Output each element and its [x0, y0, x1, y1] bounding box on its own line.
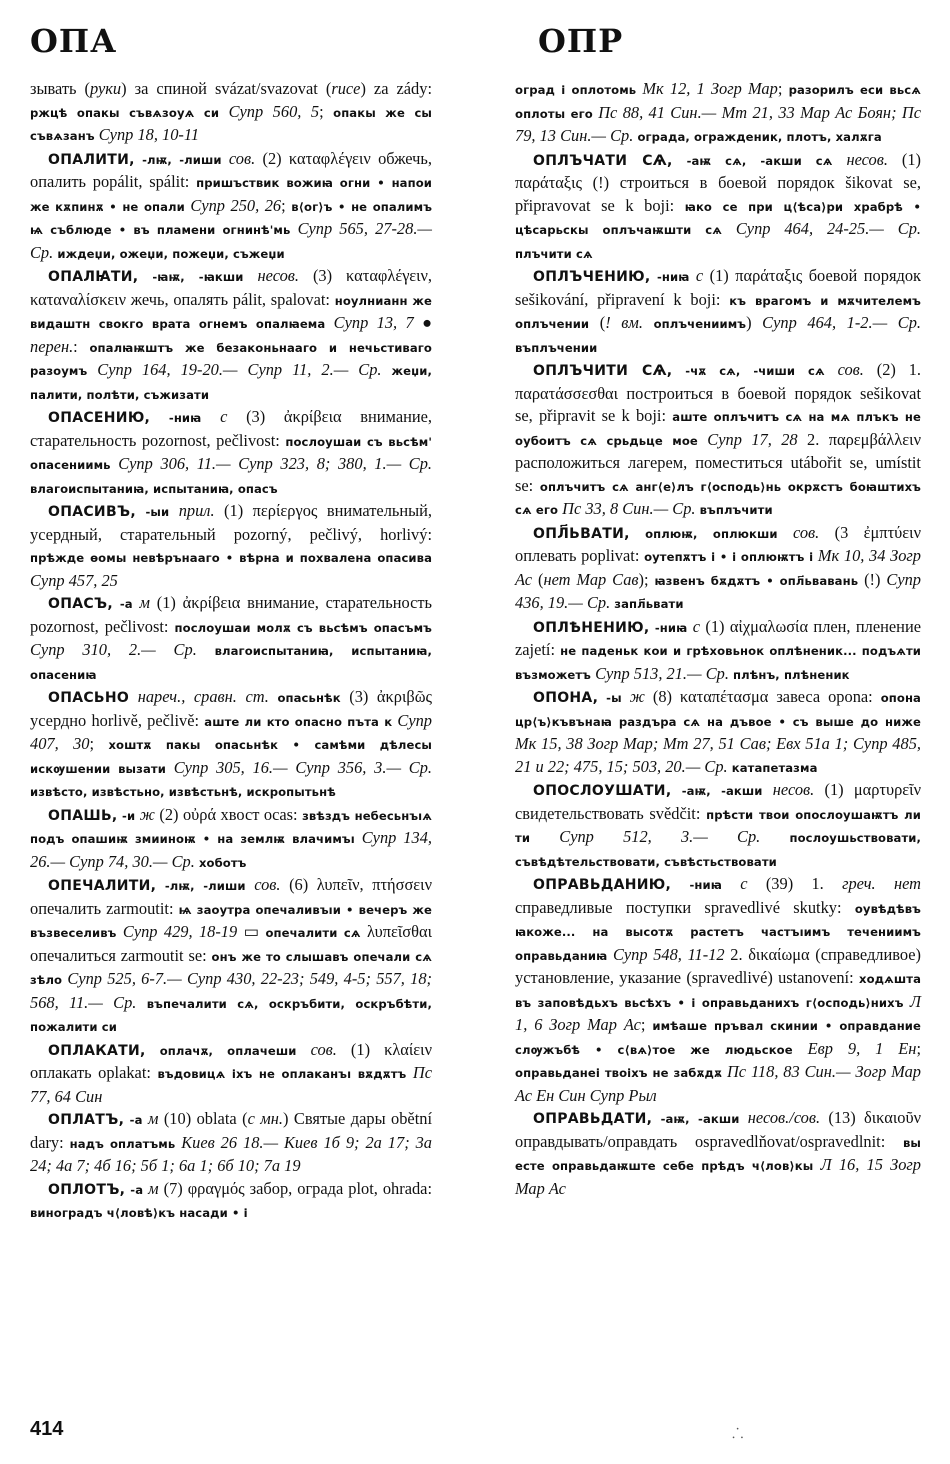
- entry-text: (1) παράταξις боевой порядок sešikování, připravení k boji:: [515, 266, 921, 309]
- italic-reference: несов.: [762, 780, 815, 799]
- entry-text: [643, 313, 654, 332]
- entry-text: (2) οὐρά хвост ocas:: [154, 804, 303, 824]
- italic-reference: Пс 88, 41 Син.— Мт 21, 33 Мар Ас Боян; Пс 79, 13 Син.— Ср.: [515, 102, 922, 145]
- footer-mark: ⸫: [732, 1427, 744, 1442]
- italic-reference: Супр 464, 1-2.— Ср.: [751, 313, 921, 332]
- dictionary-entry: [30, 804, 432, 875]
- italic-reference: Пс 118, 83 Син.— Зогр Мар Ас Ен Син Супр Рыл: [515, 1062, 921, 1105]
- church-slavonic-text: оград і оплотомь: [515, 83, 637, 97]
- entry-text: ) za zády:: [360, 79, 432, 98]
- entry-headword: ОПЛЪЧАТИ СѦ,: [533, 152, 673, 169]
- entry-text: (1) ἀκρίβεια внимание, старательность pozornost, pečlivost:: [30, 593, 433, 636]
- church-slavonic-text: -ꙗѭ, -ꙗкши: [152, 270, 244, 284]
- entry-text: 2. παρεμβάλλειν расположиться лагерем, поместиться utábořit se, umístit se:: [515, 429, 921, 495]
- entry-headword: ОПЛ҃ЬВАТИ,: [533, 525, 630, 542]
- entry-text: ) Святые дары obětní dary:: [30, 1109, 433, 1152]
- church-slavonic-text: опечалити сѧ: [265, 926, 361, 940]
- italic-reference: сов.: [221, 148, 256, 168]
- entry-text: [146, 1040, 160, 1059]
- entry-text: :: [73, 336, 90, 356]
- church-slavonic-text: плъчити сѧ: [515, 246, 593, 261]
- entry-text: ▭: [237, 922, 266, 941]
- entry-text: (8) καταπέτασμα завеса opona:: [644, 687, 881, 706]
- church-slavonic-text: надъ оплатъмь: [69, 1136, 176, 1151]
- entry-text: [382, 360, 392, 379]
- church-slavonic-text: ходѧшта въ заповѣдьхъ вьсѣхъ • і оправьданихъ г⟨осподь⟩нихъ: [515, 972, 921, 1010]
- church-slavonic-text: -лѭ, -лиши: [164, 879, 246, 893]
- church-slavonic-text: оплъчитъ сѧ анг⟨е⟩лъ г⟨осподь⟩нь окрѫстъ боꙗштихъ сѧ его: [515, 479, 921, 517]
- italic-reference: Киев 26 18.— Киев 1б 9; 2а 17; 3а 24; 4а 7; 4б 16; 5б 1; 6а 1; 6б 10; 7а 19: [30, 1132, 432, 1175]
- entry-text: [129, 687, 138, 706]
- church-slavonic-text: оутепѫтъ і • і оплюѭтъ і: [644, 550, 814, 564]
- entry-text: [630, 523, 645, 542]
- italic-reference: Мк 10, 34 Зогр Ас: [515, 546, 922, 589]
- church-slavonic-text: оправьданеі твоіхъ не забѫдѫ: [515, 1066, 723, 1080]
- italic-reference: Супр 513, 21.— Ср.: [590, 663, 729, 683]
- church-slavonic-text: послоушьствовати, съвѣдѣтельствовати, съвѣстьствовати: [515, 831, 921, 869]
- page-number: 414: [30, 1418, 64, 1440]
- church-slavonic-text: онъ же то слышавъ опечали сѧ зѣло: [30, 949, 432, 987]
- entry-headword: ОПЛѢНЕНИЮ,: [533, 619, 650, 636]
- italic-reference: Супр 436, 19.— Ср.: [515, 569, 921, 612]
- entry-text: зывать (: [30, 79, 90, 98]
- church-slavonic-text: запл҃ьвати: [614, 597, 684, 611]
- entry-text: [598, 687, 606, 706]
- entry-text: ;: [916, 1038, 921, 1058]
- entry-text: 2. δικαίωμα (справедливое) установление, указание (spravedlivé) ustanovení:: [515, 944, 921, 987]
- italic-reference: руки: [90, 79, 122, 98]
- entry-headword: ОПЕЧАЛИТИ,: [48, 878, 157, 894]
- church-slavonic-text: въдовицѧ іхъ не оплаканъı вѫдѫтъ: [157, 1067, 407, 1081]
- church-slavonic-text: опасьнѣк: [277, 691, 341, 705]
- entry-text: λυπεῖσθαι опечалиться zarmoutit se:: [30, 922, 432, 965]
- church-slavonic-text: иждеџи, ожеџи, пожеџи, съжеџи: [57, 246, 285, 261]
- church-slavonic-text: аште оплъчитъ сѧ на мѧ плъкъ не оубоитъ сѧ срьдьце мое: [515, 410, 921, 448]
- italic-reference: нет Мар Сав: [543, 569, 639, 589]
- italic-reference: Супр 457, 25: [30, 570, 118, 590]
- church-slavonic-text: ноулнианн же видаштн свокго врата огнемъ опалꙗема: [30, 293, 432, 331]
- italic-reference: Супр 310, 2.— Ср.: [30, 640, 197, 659]
- italic-reference: ! вм.: [605, 313, 643, 332]
- entry-text: (13) δικαιοῦν оправдывать/оправдать ospravedlňovat/ospravedlnit:: [515, 1108, 921, 1151]
- italic-reference: Супр 18, 10-11: [94, 125, 200, 144]
- entry-text: (1) παράταξις (!) строиться в боевой порядок šikovat se, připravovat se k boji:: [515, 149, 922, 215]
- guide-word-right: ОПР: [538, 22, 624, 60]
- church-slavonic-text: -ниꙗ: [656, 270, 690, 284]
- entry-text: [760, 827, 789, 846]
- entry-text: (1) περίεργος внимательный, усердный, старательный pozorný, pečlivý, horlivý:: [30, 501, 433, 544]
- church-slavonic-text: опона цр⟨ъ⟩къвънаꙗ раздъра сѧ на дъвое • съ выше до ниже: [515, 691, 921, 729]
- church-slavonic-text: -и: [122, 808, 136, 823]
- italic-reference: сов.: [824, 360, 864, 379]
- church-slavonic-text: извѣсто, извѣстьно, извѣстьнѣ, искропытьнѣ: [30, 785, 336, 799]
- church-slavonic-text: жеџи, палити, полѣти, съжизати: [30, 364, 432, 402]
- italic-reference: с мн.: [247, 1109, 283, 1128]
- church-slavonic-text: ꙗзвенъ бѫдѫтъ • опл҃ьвавань: [654, 573, 859, 588]
- church-slavonic-text: ѩ заоутра опечаливъıи • вечеръ же възвеселивъ: [30, 902, 432, 940]
- italic-reference: ruce: [331, 79, 361, 98]
- entry-text: ●: [413, 313, 433, 332]
- entry-headword: ОПАСЕНИЮ,: [48, 410, 151, 426]
- dictionary-entry: [515, 78, 921, 149]
- church-slavonic-text: ржцѣ опакы съвѧзоуѧ си: [30, 105, 220, 120]
- entry-text: (: [589, 313, 606, 332]
- church-slavonic-text: плѣнъ, плѣненик: [733, 667, 850, 682]
- italic-reference: Супр 429, 18-19: [116, 922, 238, 941]
- italic-reference: перен.: [30, 336, 74, 356]
- dictionary-entry: [30, 592, 432, 686]
- italic-reference: Л 16, 15 Зогр Мар Ас: [515, 1155, 921, 1198]
- entry-text: (1) κλαίειν оплакать oplakat:: [30, 1039, 433, 1082]
- italic-reference: Пс 33, 8 Син.— Ср.: [558, 499, 696, 518]
- italic-reference: Супр 512, 3.— Ср.: [530, 827, 761, 846]
- church-slavonic-text: послоушаи съ вьсѣм' опасениимь: [30, 434, 432, 472]
- entry-text: [150, 407, 169, 426]
- church-slavonic-text: оувѣдѣвъ ꙗкоже... на высотѫ растетъ частъıимъ течениимъ оправьданиꙗ: [515, 901, 921, 963]
- italic-reference: Супр 525, 6-7.— Супр 430, 22-23; 549, 4-5; 557, 18; 568, 11.— Ср.: [30, 969, 432, 1012]
- dictionary-entry: [515, 616, 921, 687]
- entry-headword: ОПАЛИТИ,: [48, 151, 135, 168]
- church-slavonic-text: ꙗко се при ц⟨ѣса⟩ри храбрѣ • цѣсарьскы оплъчаѭшти сѧ: [515, 199, 922, 237]
- italic-reference: Пс 77, 64 Син: [30, 1063, 432, 1106]
- italic-reference: Супр 407, 30: [30, 710, 432, 753]
- italic-reference: м: [143, 1178, 159, 1198]
- church-slavonic-text: опалꙗѭштъ же безаконьнааго и нечьстиваго разоумъ: [30, 340, 433, 378]
- church-slavonic-text: прѣжде ѳомы невѣрънааго • вѣрна и похвалена опасива: [30, 551, 432, 565]
- church-slavonic-text: влагоиспытаниꙗ, испытаниꙗ, опасениꙗ: [30, 644, 432, 682]
- church-slavonic-text: послоушаи молѫ съ вьсѣмъ опасъмъ: [174, 620, 432, 635]
- entry-text: (3 ἐμπτύειν оплевать poplivat:: [515, 522, 921, 565]
- entry-text: (2) καταφλέγειν обжечь, опалить popálit, spálit:: [30, 148, 432, 191]
- dictionary-entry: [30, 1178, 432, 1225]
- entry-text: (10) oblata (: [158, 1109, 248, 1128]
- entry-text: (: [532, 569, 544, 589]
- church-slavonic-text: хоштѫ пакы опасьнѣк • самѣми дѣлесы искѹшении вызати: [30, 738, 433, 776]
- entry-text: [671, 874, 689, 893]
- entry-headword: ОПАЛꙖТИ,: [48, 269, 139, 285]
- entry-headword: ОПАСИВЪ,: [48, 504, 136, 520]
- entry-headword: ОПЛОТЪ,: [48, 1181, 126, 1198]
- church-slavonic-text: имѣаше пръвал скинии • оправдание слѹжъбѣ • с⟨вѧ⟩тое же людьское: [515, 1019, 921, 1057]
- dictionary-entry: [30, 1108, 432, 1178]
- italic-reference: несов.: [832, 149, 888, 169]
- italic-reference: с: [687, 616, 700, 636]
- dictionary-entry: [30, 406, 432, 500]
- italic-reference: несов./сов.: [739, 1108, 821, 1127]
- italic-reference: с: [201, 407, 228, 426]
- entry-text: [156, 875, 165, 894]
- dictionary-entry: [515, 522, 921, 616]
- entry-headword: ОПОНА,: [533, 690, 599, 706]
- entry-text: (39) 1.: [747, 874, 843, 893]
- italic-reference: Супр 250, 26: [184, 195, 282, 215]
- italic-reference: Супр 134, 26.— Супр 74, 30.— Ср.: [30, 828, 432, 871]
- entry-headword: ОПЛЪЧИТИ СѦ,: [533, 363, 673, 379]
- dictionary-entry: [30, 874, 432, 1039]
- dictionary-entry: [515, 265, 921, 359]
- dictionary-entry: [30, 265, 432, 406]
- entry-text: (6) λυπεῖν, πτήσσειν опечалить zarmoutit:: [30, 875, 433, 918]
- church-slavonic-text: аште ли кто опасно пъта к: [204, 714, 393, 729]
- church-slavonic-text: оплюѭ, оплюкши: [645, 526, 778, 541]
- entry-headword: ОПЛАКАТИ,: [48, 1042, 146, 1059]
- church-slavonic-text: ограда, огражденик, плотъ, халѫга: [637, 130, 882, 144]
- entry-text: [136, 501, 146, 520]
- dictionary-entry: [515, 359, 921, 522]
- church-slavonic-text: оплъчениимъ: [653, 317, 747, 331]
- church-slavonic-text: -ыи: [145, 505, 170, 519]
- italic-reference: Супр 560, 5: [219, 101, 320, 121]
- italic-reference: Супр 306, 11.— Супр 323, 8; 380, 1.— Ср.: [110, 454, 432, 473]
- entry-text: (!): [858, 569, 881, 589]
- italic-reference: Супр 548, 11-12: [607, 944, 725, 964]
- entry-text: (3) ἀκρίβεια внимание, старательность pozornost, pečlivost:: [30, 407, 433, 450]
- entry-text: (7) φραγμός забор, ограда plot, ohrada:: [158, 1178, 432, 1198]
- entry-headword: ОПРАВЬДАНИЮ,: [533, 877, 672, 893]
- church-slavonic-text: -ниꙗ: [689, 878, 722, 892]
- church-slavonic-text: разорилъ еси вьсѧ оплоты его: [515, 83, 921, 121]
- entry-headword: ОПРАВЬДАТИ,: [533, 1111, 653, 1127]
- church-slavonic-text: -аѭ, -акши: [660, 1112, 740, 1126]
- italic-reference: сов.: [245, 875, 281, 894]
- guide-word-left: ОПА: [30, 22, 118, 60]
- dictionary-entry: [515, 1107, 921, 1200]
- dictionary-entry: [30, 78, 432, 148]
- entry-text: справедливые поступки spravedlivé skutky:: [515, 897, 855, 917]
- church-slavonic-text: пришъствик вожиꙗ огни • напои же кѫпинѫ • не опали: [30, 176, 433, 214]
- italic-reference: м: [132, 593, 150, 612]
- italic-reference: Евр 9, 1 Ен: [792, 1038, 917, 1058]
- entry-text: ;: [319, 101, 334, 121]
- entry-text: ;: [89, 734, 109, 753]
- italic-reference: несов.: [243, 266, 299, 285]
- italic-reference: сов.: [296, 1039, 337, 1059]
- entry-text: (3) καταφλέγειν, καταναλίσκειν жечь, опалять pálit, spalovat:: [30, 266, 432, 309]
- church-slavonic-text: влагоиспытаниꙗ, испытаниꙗ, опасъ: [30, 481, 278, 496]
- entry-headword: ОПЛАТЪ,: [48, 1112, 125, 1128]
- entry-text: (3) ἀκριβῶς усердно horlivě, pečlivě:: [30, 687, 432, 730]
- entry-text: ) за спиной svázat/svazovat (: [121, 79, 332, 98]
- italic-reference: с: [689, 266, 704, 285]
- entry-text: [135, 149, 142, 168]
- italic-reference: Мк 12, 1 Зогр Мар: [636, 79, 778, 98]
- entry-text: (2) 1. παρατάσσεσθαι построиться в боевой порядок sešikovat se, připravit se k boji:: [515, 360, 922, 425]
- dictionary-entry: [30, 500, 432, 592]
- entry-text: [113, 593, 120, 612]
- italic-reference: Супр 464, 24-25.— Ср.: [721, 219, 921, 238]
- church-slavonic-text: -аѭ, -акши: [681, 784, 763, 798]
- entry-text: ): [746, 313, 752, 332]
- church-slavonic-text: хоботъ: [198, 855, 247, 870]
- church-slavonic-text: в⟨ог⟩ъ • не опалимъ ѩ съблюде • въ пламени огнинѣ'мь: [30, 199, 433, 237]
- entry-text: [672, 360, 685, 379]
- entry-text: (1) μαρτυρεῖν свидетельствовать svědčit:: [515, 780, 921, 823]
- entry-text: [652, 1108, 660, 1127]
- entry-headword: ОПАСЬНО: [48, 690, 130, 706]
- italic-reference: нареч., сравн. ст.: [137, 687, 269, 706]
- dictionary-entry: [30, 148, 432, 266]
- church-slavonic-text: прѣсти твои опослоушаѭтъ ли ти: [515, 807, 921, 845]
- church-slavonic-text: къ врагомъ и мѫчителемъ оплъчении: [515, 293, 921, 331]
- entry-headword: ОПЛЪЧЕНИЮ,: [533, 269, 651, 285]
- church-slavonic-text: звѣздъ небесьнъıѧ подъ опашиѭ змииноѭ • на землѭ влачимъı: [30, 808, 432, 846]
- entry-text: [197, 640, 215, 659]
- church-slavonic-text: оплачѫ, оплачеши: [159, 1043, 297, 1058]
- church-slavonic-text: -а: [129, 1113, 143, 1127]
- church-slavonic-text: виноградъ ч⟨ловѣ⟩къ насади • і: [30, 1206, 248, 1220]
- entry-text: ;: [640, 1015, 653, 1034]
- dictionary-entry: [30, 1039, 432, 1109]
- left-column: [30, 78, 432, 1225]
- church-slavonic-text: -ниꙗ: [654, 620, 688, 635]
- italic-reference: Супр 17, 28: [697, 429, 798, 449]
- dictionary-entry: [515, 149, 921, 266]
- italic-reference: греч. нет: [842, 874, 921, 893]
- church-slavonic-text: -чѫ сѧ, -чиши сѧ: [685, 364, 825, 378]
- entry-text: (1) αἰχμαλωσία плен, пленение zajetí:: [515, 616, 921, 659]
- italic-reference: ж: [621, 687, 645, 706]
- italic-reference: сов.: [777, 522, 820, 542]
- entry-headword: ОПАСЪ,: [48, 596, 113, 612]
- entry-headword: ОПОСЛОУШАТИ,: [533, 783, 672, 799]
- entry-text: [138, 266, 152, 285]
- italic-reference: Мк 15, 38 Зогр Мар; Мт 27, 51 Сав; Евх 51а 1; Супр 485, 21 и 22; 475, 15; 503, 20.— Ср.: [515, 734, 921, 776]
- church-slavonic-text: -ы: [606, 691, 622, 705]
- dictionary-entry: [515, 779, 921, 873]
- church-slavonic-text: опакы же сы съвѧзанъ: [30, 105, 433, 143]
- italic-reference: Супр 164, 19-20.— Супр 11, 2.— Ср.: [87, 360, 382, 379]
- italic-reference: Супр 305, 16.— Супр 356, 3.— Ср.: [165, 757, 433, 777]
- church-slavonic-text: -а: [119, 597, 133, 611]
- church-slavonic-text: въплъчении: [515, 340, 598, 355]
- church-slavonic-text: катапетазма: [731, 760, 818, 775]
- church-slavonic-text: въпечалити сѧ, оскръбити, оскръбѣти, пожалити си: [30, 996, 432, 1034]
- entry-text: );: [638, 569, 655, 589]
- italic-reference: Л 1, 6 Зогр Мар Ас: [515, 991, 921, 1034]
- dictionary-entry: [515, 686, 921, 779]
- italic-reference: Супр 13, 7: [325, 313, 414, 332]
- entry-text: [673, 150, 687, 169]
- italic-reference: прил.: [169, 501, 215, 520]
- church-slavonic-text: не паденьк кои и грѣховьнок оплѣненик... подъѧти възможетъ: [515, 644, 922, 682]
- entry-text: ;: [777, 79, 789, 98]
- italic-reference: ж: [135, 804, 155, 824]
- italic-reference: Супр 565, 27-28.— Ср.: [30, 219, 432, 262]
- church-slavonic-text: -а: [130, 1182, 144, 1197]
- right-column: [515, 78, 921, 1200]
- entry-text: [671, 780, 681, 799]
- dictionary-entry: [30, 686, 432, 804]
- entry-headword: ОПАШЬ,: [48, 807, 118, 824]
- italic-reference: м: [142, 1109, 159, 1128]
- church-slavonic-text: -аѭ сѧ, -акши сѧ: [686, 153, 833, 168]
- entry-text: [136, 993, 146, 1012]
- church-slavonic-text: -ниꙗ: [168, 411, 202, 425]
- church-slavonic-text: -лѭ, -лиши: [142, 152, 222, 167]
- church-slavonic-text: въплъчити: [699, 503, 773, 517]
- italic-reference: с: [721, 874, 748, 893]
- dictionary-entry: [515, 873, 921, 1107]
- entry-text: ;: [281, 195, 292, 215]
- church-slavonic-text: вы есте оправьдаѭште себе прѣдъ ч⟨лов⟩кы: [515, 1135, 921, 1173]
